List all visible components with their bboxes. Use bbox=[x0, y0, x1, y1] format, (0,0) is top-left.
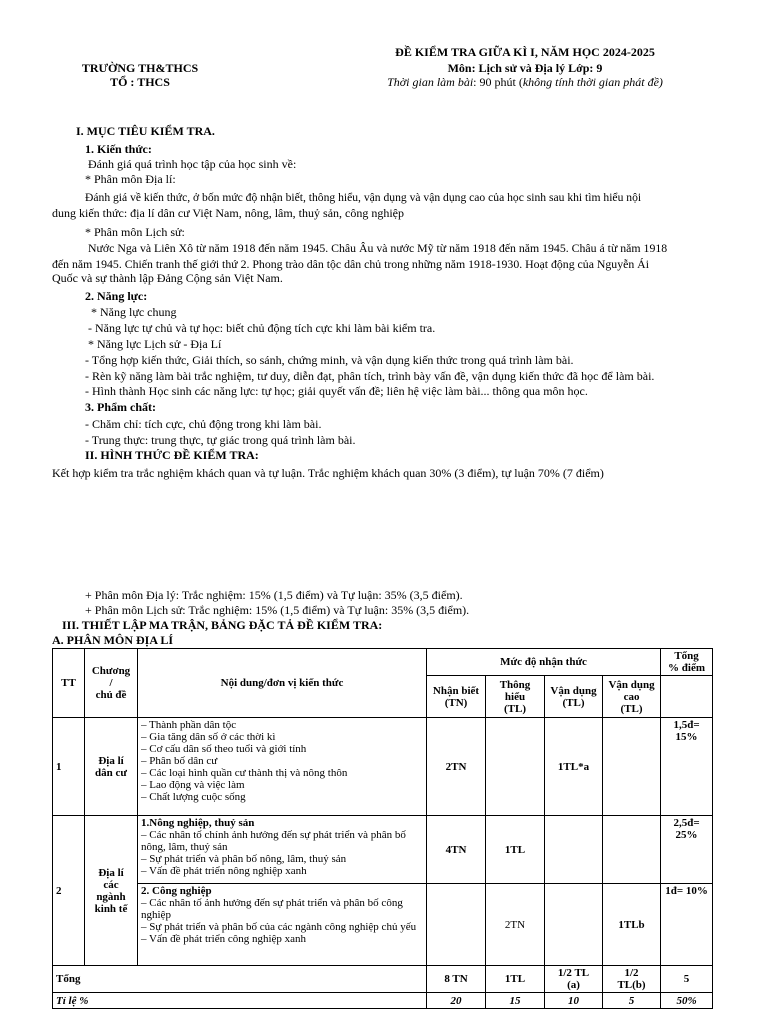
row2-chapter: Địa lí các ngành kinh tế bbox=[85, 816, 138, 966]
geography-text-2: dung kiến thức: địa lí dân cư Việt Nam, nông, lâm, thuỷ sản, công nghiệp bbox=[52, 206, 405, 220]
row2b-understand: 2TN bbox=[486, 884, 545, 966]
row2a-content: 1.Nông nghiệp, thuỷ sản – Các nhân tố chính ảnh hưởng đến sự phát triển và phân bố nông, lâm, thuỷ sản – Sự phát triển và phân bố nông, lâm, thuỷ sản – Vấn đề phát triển nông nghiệp xanh bbox=[138, 816, 427, 884]
section-3-heading: III. THIẾT LẬP MA TRẬN, BẢNG ĐẶC TẢ ĐỀ KIỂM TRA: bbox=[62, 618, 383, 632]
section-1-heading: I. MỤC TIÊU KIỂM TRA. bbox=[76, 124, 215, 138]
history-text-3: Quốc và sự thành lập Đảng Cộng sản Việt Nam. bbox=[52, 271, 283, 285]
exam-title: ĐỀ KIỂM TRA GIỮA KÌ I, NĂM HỌC 2024-2025 bbox=[395, 45, 655, 59]
row1-apply-high bbox=[603, 718, 661, 816]
competence-item-2: - Rèn kỹ năng làm bài trắc nghiệm, tư duy, diễn đạt, phân tích, trình bày vấn đề, vận dụng kiến thức đã học để làm bài. bbox=[85, 369, 655, 383]
knowledge-intro: Đánh giá quá trình học tập của học sinh về: bbox=[88, 157, 297, 171]
ratio-apply-high: 5 bbox=[603, 993, 661, 1009]
history-text-1: Nước Nga và Liên Xô từ năm 1918 đến năm 1945. Châu Âu và nước Mỹ từ năm 1918 đến năm 1945. Châu á từ năm 1918 bbox=[88, 241, 668, 255]
ratio-apply: 10 bbox=[545, 993, 603, 1009]
quality-item-2: - Trung thực: trung thực, tự giác trong quá trình làm bài. bbox=[85, 433, 356, 447]
row1-total: 1,5đ= 15% bbox=[661, 718, 713, 816]
row2b-apply-high: 1TLb bbox=[603, 884, 661, 966]
header-apply: Vận dụng (TL) bbox=[545, 676, 603, 718]
knowledge-heading: 1. Kiến thức: bbox=[85, 142, 152, 156]
competence-item-1: - Tổng hợp kiến thức, Giải thích, so sánh, chứng minh, và vận dụng kiến thức trong quá trình làm bài. bbox=[85, 353, 574, 367]
header-understand: Thông hiểu (TL) bbox=[486, 676, 545, 718]
row2a-total: 2,5đ= 25% bbox=[661, 816, 713, 884]
section-2-text: Kết hợp kiểm tra trắc nghiệm khách quan và tự luận. Trắc nghiệm khách quan 30% (3 điểm), tự luận 70% (7 điểm) bbox=[52, 466, 604, 480]
total-apply: 1/2 TL (a) bbox=[545, 966, 603, 993]
ratio-understand: 15 bbox=[486, 993, 545, 1009]
header-total: Tổng % điểm bbox=[661, 649, 713, 676]
ratio-total: 50% bbox=[661, 993, 713, 1009]
total-apply-high: 1/2 TL(b) bbox=[603, 966, 661, 993]
header-tt: TT bbox=[53, 649, 85, 718]
history-text-2: đến năm 1945. Chiến tranh thế giới thứ 2. Phong trào dân tộc dân chủ trong những năm 1918-1930. Hoạt động của Nguyễn Ái bbox=[52, 257, 649, 271]
competence-item-3: - Hình thành Học sinh các năng lực: tự học; giải quyết vấn đề; liên hệ việc làm bài... thông qua môn học. bbox=[85, 384, 588, 398]
row1-apply: 1TL*a bbox=[545, 718, 603, 816]
geography-label: * Phân môn Địa lí: bbox=[85, 172, 176, 186]
row2a-understand: 1TL bbox=[486, 816, 545, 884]
row2a-apply-high bbox=[603, 816, 661, 884]
header-recognize: Nhận biết (TN) bbox=[427, 676, 486, 718]
quality-heading: 3. Phẩm chất: bbox=[85, 400, 156, 414]
table-row bbox=[53, 816, 713, 884]
history-label: * Phân môn Lịch sử: bbox=[85, 225, 185, 239]
competence-heading: 2. Năng lực: bbox=[85, 289, 148, 303]
row1-tt: 1 bbox=[53, 718, 85, 816]
row1-chapter: Địa lí dân cư bbox=[85, 718, 138, 816]
table-total-row bbox=[53, 966, 713, 993]
header-level: Mức độ nhận thức bbox=[427, 649, 661, 676]
row1-recognize: 2TN bbox=[427, 718, 486, 816]
total-sum: 5 bbox=[661, 966, 713, 993]
table-row bbox=[53, 718, 713, 816]
section-3-sub: A. PHÂN MÔN ĐỊA LÍ bbox=[52, 633, 174, 647]
geography-text-1: Đánh giá về kiến thức, ở bốn mức độ nhận biết, thông hiểu, vận dụng và vận dụng cao của học sinh sau khi tìm hiểu nội bbox=[85, 191, 642, 204]
row2b-content: 2. Công nghiệp – Các nhân tố ảnh hưởng đến sự phát triển và phân bố công nghiệp – Sự phát triển và phân bố của các ngành công nghiệp chủ yếu – Vấn đề phát triển công nghiệp xanh bbox=[138, 884, 427, 966]
row2b-total: 1đ= 10% bbox=[661, 884, 713, 966]
table-header-row bbox=[53, 649, 713, 676]
row2a-recognize: 4TN bbox=[427, 816, 486, 884]
header-content: Nội dung/đơn vị kiến thức bbox=[138, 649, 427, 718]
history-ratio: + Phân môn Lịch sử: Trắc nghiệm: 15% (1,5 điểm) và Tự luận: 35% (3,5 điểm). bbox=[85, 603, 470, 617]
header-apply-high: Vận dụng cao (TL) bbox=[603, 676, 661, 718]
ratio-recognize: 20 bbox=[427, 993, 486, 1009]
competence-general: * Năng lực chung bbox=[91, 305, 177, 319]
ratio-label: Tỉ lệ % bbox=[53, 993, 427, 1009]
total-recognize: 8 TN bbox=[427, 966, 486, 993]
row2-tt: 2 bbox=[53, 816, 85, 966]
header-chapter: Chương / chủ đề bbox=[85, 649, 138, 718]
table-ratio-row bbox=[53, 993, 713, 1009]
school-name: TRƯỜNG TH&THCS bbox=[81, 61, 199, 75]
total-label: Tổng bbox=[53, 966, 427, 993]
geography-ratio: + Phân môn Địa lý: Trắc nghiệm: 15% (1,5 điểm) và Tự luận: 35% (3,5 điểm). bbox=[85, 588, 463, 602]
exam-subject: Môn: Lịch sử và Địa lý Lớp: 9 bbox=[447, 61, 603, 75]
quality-item-1: - Chăm chỉ: tích cực, chủ động trong khi làm bài. bbox=[85, 417, 322, 431]
row1-content: – Thành phần dân tộc – Gia tăng dân số ở các thời kì – Cơ cấu dân số theo tuổi và giới tính – Phân bố dân cư – Các loại hình quần cư thành thị và nông thôn – Lao động và việc làm – Chất lượng cuộc sống bbox=[138, 718, 427, 816]
total-understand: 1TL bbox=[486, 966, 545, 993]
header-total-blank bbox=[661, 676, 713, 718]
row2b-apply bbox=[545, 884, 603, 966]
competence-subject: * Năng lực Lịch sử - Địa Lí bbox=[88, 337, 222, 351]
section-2-heading: II. HÌNH THỨC ĐỀ KIỂM TRA: bbox=[85, 448, 259, 462]
row2a-apply bbox=[545, 816, 603, 884]
row2b-recognize bbox=[427, 884, 486, 966]
group-name: TỔ : THCS bbox=[110, 75, 170, 89]
exam-time: Thời gian làm bài: 90 phút (không tính thời gian phát đề) bbox=[387, 75, 663, 89]
table-row bbox=[53, 884, 713, 966]
competence-self-study: - Năng lực tự chủ và tự học: biết chủ động tích cực khi làm bài kiểm tra. bbox=[88, 321, 436, 335]
row1-understand bbox=[486, 718, 545, 816]
matrix-table bbox=[52, 648, 713, 1009]
